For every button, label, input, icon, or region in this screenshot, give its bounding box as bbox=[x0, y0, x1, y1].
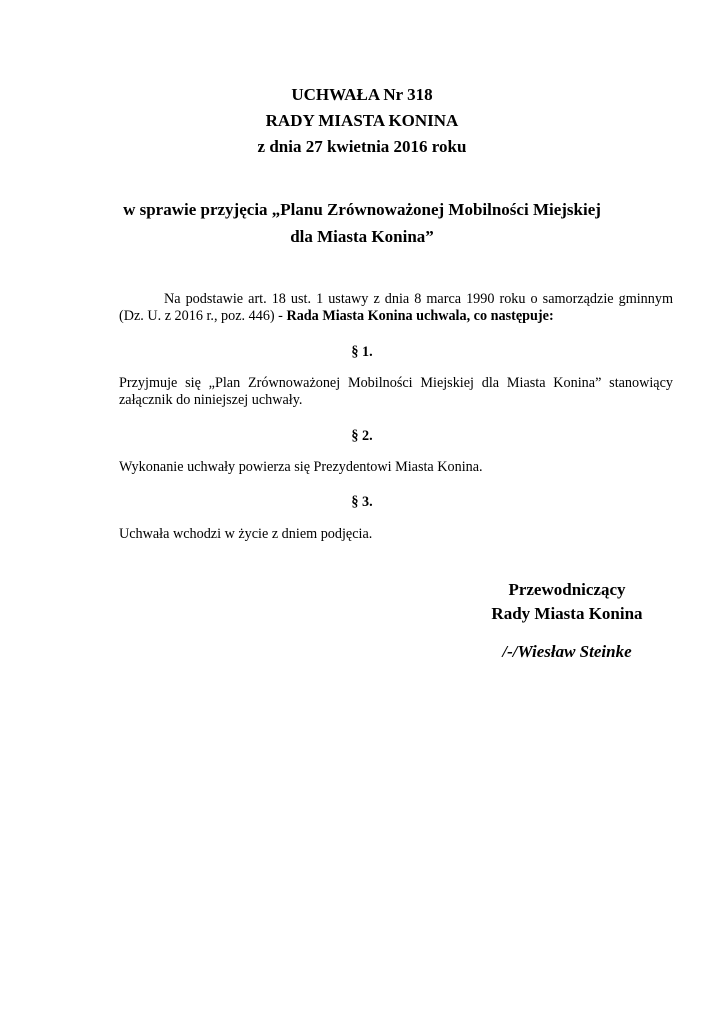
preamble-bold-text: Rada Miasta Konina uchwala, co następuje: bbox=[286, 308, 554, 324]
resolution-number: UCHWAŁA Nr 318 bbox=[291, 85, 433, 104]
signature-council: Rady Miasta Konina bbox=[491, 604, 643, 623]
section-3-sign: § 3. bbox=[351, 494, 373, 510]
resolution-subject bbox=[0, 196, 724, 250]
section-2-text: Wykonanie uchwały powierza się Prezydentowi Miasta Konina. bbox=[119, 459, 483, 475]
preamble-text: Na podstawie art. 18 ust. 1 ustawy z dnia 8 marca 1990 roku o samorządzie gminnym (Dz. U. z 2016 r., poz. 446) - bbox=[119, 291, 673, 324]
subject-line-2: dla Miasta Konina” bbox=[290, 227, 434, 246]
section-2-sign: § 2. bbox=[351, 428, 373, 444]
council-name: RADY MIASTA KONINA bbox=[265, 111, 459, 130]
section-1-sign: § 1. bbox=[351, 344, 373, 360]
signature-block bbox=[440, 578, 694, 664]
preamble-paragraph bbox=[119, 291, 673, 325]
section-1-text: Przyjmuje się „Plan Zrównoważonej Mobilności Miejskiej dla Miasta Konina” stanowiący załącznik do niniejszej uchwały. bbox=[119, 375, 673, 408]
section-3-text: Uchwała wchodzi w życie z dniem podjęcia. bbox=[119, 526, 373, 542]
resolution-header bbox=[0, 82, 724, 160]
signature-title: Przewodniczący bbox=[508, 580, 626, 599]
resolution-date: z dnia 27 kwietnia 2016 roku bbox=[257, 137, 467, 156]
signature-name: /-/Wiesław Steinke bbox=[502, 642, 632, 661]
subject-line-1: w sprawie przyjęcia „Planu Zrównoważonej Mobilności Miejskiej bbox=[123, 200, 601, 219]
